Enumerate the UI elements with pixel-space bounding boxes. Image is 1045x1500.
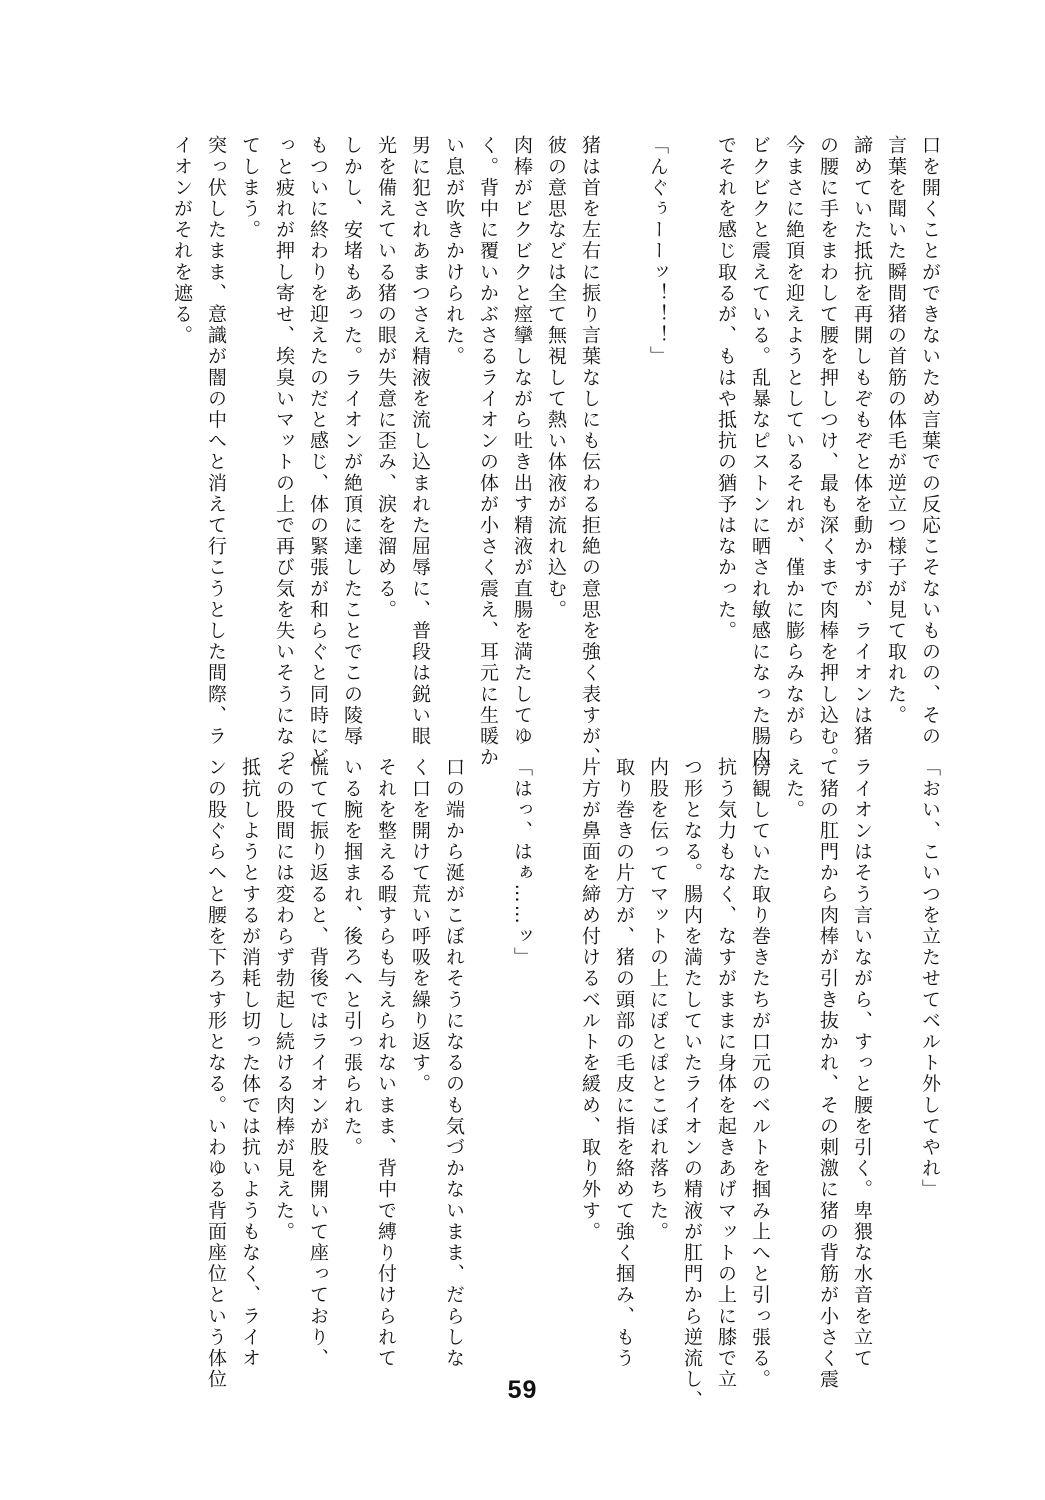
text-line: ライオンはそう言いながら、すっと腰を引く。卑猥な水音を立て xyxy=(851,757,873,1369)
text-line: っと疲れが押し寄せ、埃臭いマットの上で再び気を失いそうになっ xyxy=(273,135,295,768)
page-number: 59 xyxy=(507,1376,538,1404)
text-line: の腰に手をまわして腰を押しつけ、最も深くまで肉棒を押し込む。 xyxy=(817,135,839,768)
dialogue-line: 「んぐぅーーッ！！！」 xyxy=(647,135,669,368)
text-line: 肉棒がビクビクと痙攣しながら吐き出す精液が直腸を満たしてゆ xyxy=(511,135,533,747)
blank-line xyxy=(471,757,505,1357)
text-line: い息が吹きかけられた。 xyxy=(443,135,465,368)
text-line: 抵抗しようとするが消耗し切った体では抗いようもなく、ライオ xyxy=(239,757,261,1369)
blank-line xyxy=(539,757,573,1357)
text-line: イオンがそれを遮る。 xyxy=(171,135,193,346)
text-line: て猪の肛門から肉棒が引き抜かれ、その刺激に猪の背筋が小さく震 xyxy=(817,757,839,1390)
text-line: 傍観していた取り巻きたちが口元のベルトを掴み上へと引っ張る。 xyxy=(749,757,771,1390)
text-block-top xyxy=(171,135,947,768)
text-line: 抗う気力もなく、なすがままに身体を起きあげマットの上に膝で立 xyxy=(715,757,737,1390)
text-line: 言葉を聞いた瞬間猪の首筋の体毛が逆立つ様子が見て取れた。 xyxy=(885,135,907,726)
blank-line xyxy=(675,135,709,725)
text-line: もついに終わりを迎えたのだと感じ、体の緊張が和らぐと同時にど xyxy=(307,135,329,768)
text-line: 突っ伏したまま、意識が闇の中へと消えて行こうとした間際、ラ xyxy=(205,135,227,747)
text-line: でそれを感じ取るが、もはや抵抗の猶予はなかった。 xyxy=(715,135,737,642)
blank-line xyxy=(607,135,641,725)
text-line: 慌てて振り返ると、背後ではライオンが股を開いて座っており、 xyxy=(307,757,329,1369)
text-line: それを整える暇すらも与えられないまま、背中で縛り付けられて xyxy=(375,757,397,1369)
text-line: その股間には変わらず勃起し続ける肉棒が見えた。 xyxy=(273,757,295,1243)
text-line: てしまう。 xyxy=(239,135,261,241)
text-line: 諦めていた抵抗を再開しもぞもぞと体を動かすが、ライオンは猪 xyxy=(851,135,873,747)
text-line: 内股を伝ってマットの上にぽとぽとこぼれ落ちた。 xyxy=(647,757,669,1243)
text-line: しかし、安堵もあった。ライオンが絶頂に達したことでこの陵辱 xyxy=(341,135,363,747)
blank-line xyxy=(879,757,913,1357)
text-line: 猪は首を左右に振り言葉なしにも伝わる拒絶の意思を強く表すが、 xyxy=(579,135,601,768)
text-line: つ形となる。腸内を満たしていたライオンの精液が肛門から逆流し、 xyxy=(681,757,703,1412)
text-line: 口の端から涎がこぼれそうになるのも気づかないまま、だらしな xyxy=(443,757,465,1369)
text-line: ンの股ぐらへと腰を下ろす形となる。いわゆる背面座位という体位 xyxy=(205,757,227,1390)
text-line: 男に犯されあまつさえ精液を流し込まれた屈辱に、普段は鋭い眼 xyxy=(409,135,431,747)
text-line: く口を開けて荒い呼吸を繰り返す。 xyxy=(409,757,431,1095)
text-line: 彼の意思などは全て無視して熱い体液が流れ込む。 xyxy=(545,135,567,621)
text-line: ビクビクと震えている。乱暴なピストンに晒され敏感になった腸内 xyxy=(749,135,771,768)
dialogue-line: 「おい、こいつを立たせてベルト外してやれ」 xyxy=(919,757,941,1201)
text-line: 今まさに絶頂を迎えようとしているそれが、僅かに膨らみながら xyxy=(783,135,805,747)
text-line: えた。 xyxy=(783,757,805,821)
dialogue-line: 「はっ、はぁ……ッ」 xyxy=(511,757,533,968)
text-line: 光を備えている猪の眼が失意に歪み、涙を溜める。 xyxy=(375,135,397,621)
text-line: 口を開くことができないため言葉での反応こそないものの、その xyxy=(919,135,941,747)
text-line: 片方が鼻面を締め付けるベルトを緩め、取り外す。 xyxy=(579,757,601,1243)
text-line: いる腕を掴まれ、後ろへと引っ張られた。 xyxy=(341,757,363,1158)
text-line: 取り巻きの片方が、猪の頭部の毛皮に指を絡めて強く掴み、もう xyxy=(613,757,635,1369)
text-line: く。背中に覆いかぶさるライオンの体が小さく震え、耳元に生暖か xyxy=(477,135,499,768)
